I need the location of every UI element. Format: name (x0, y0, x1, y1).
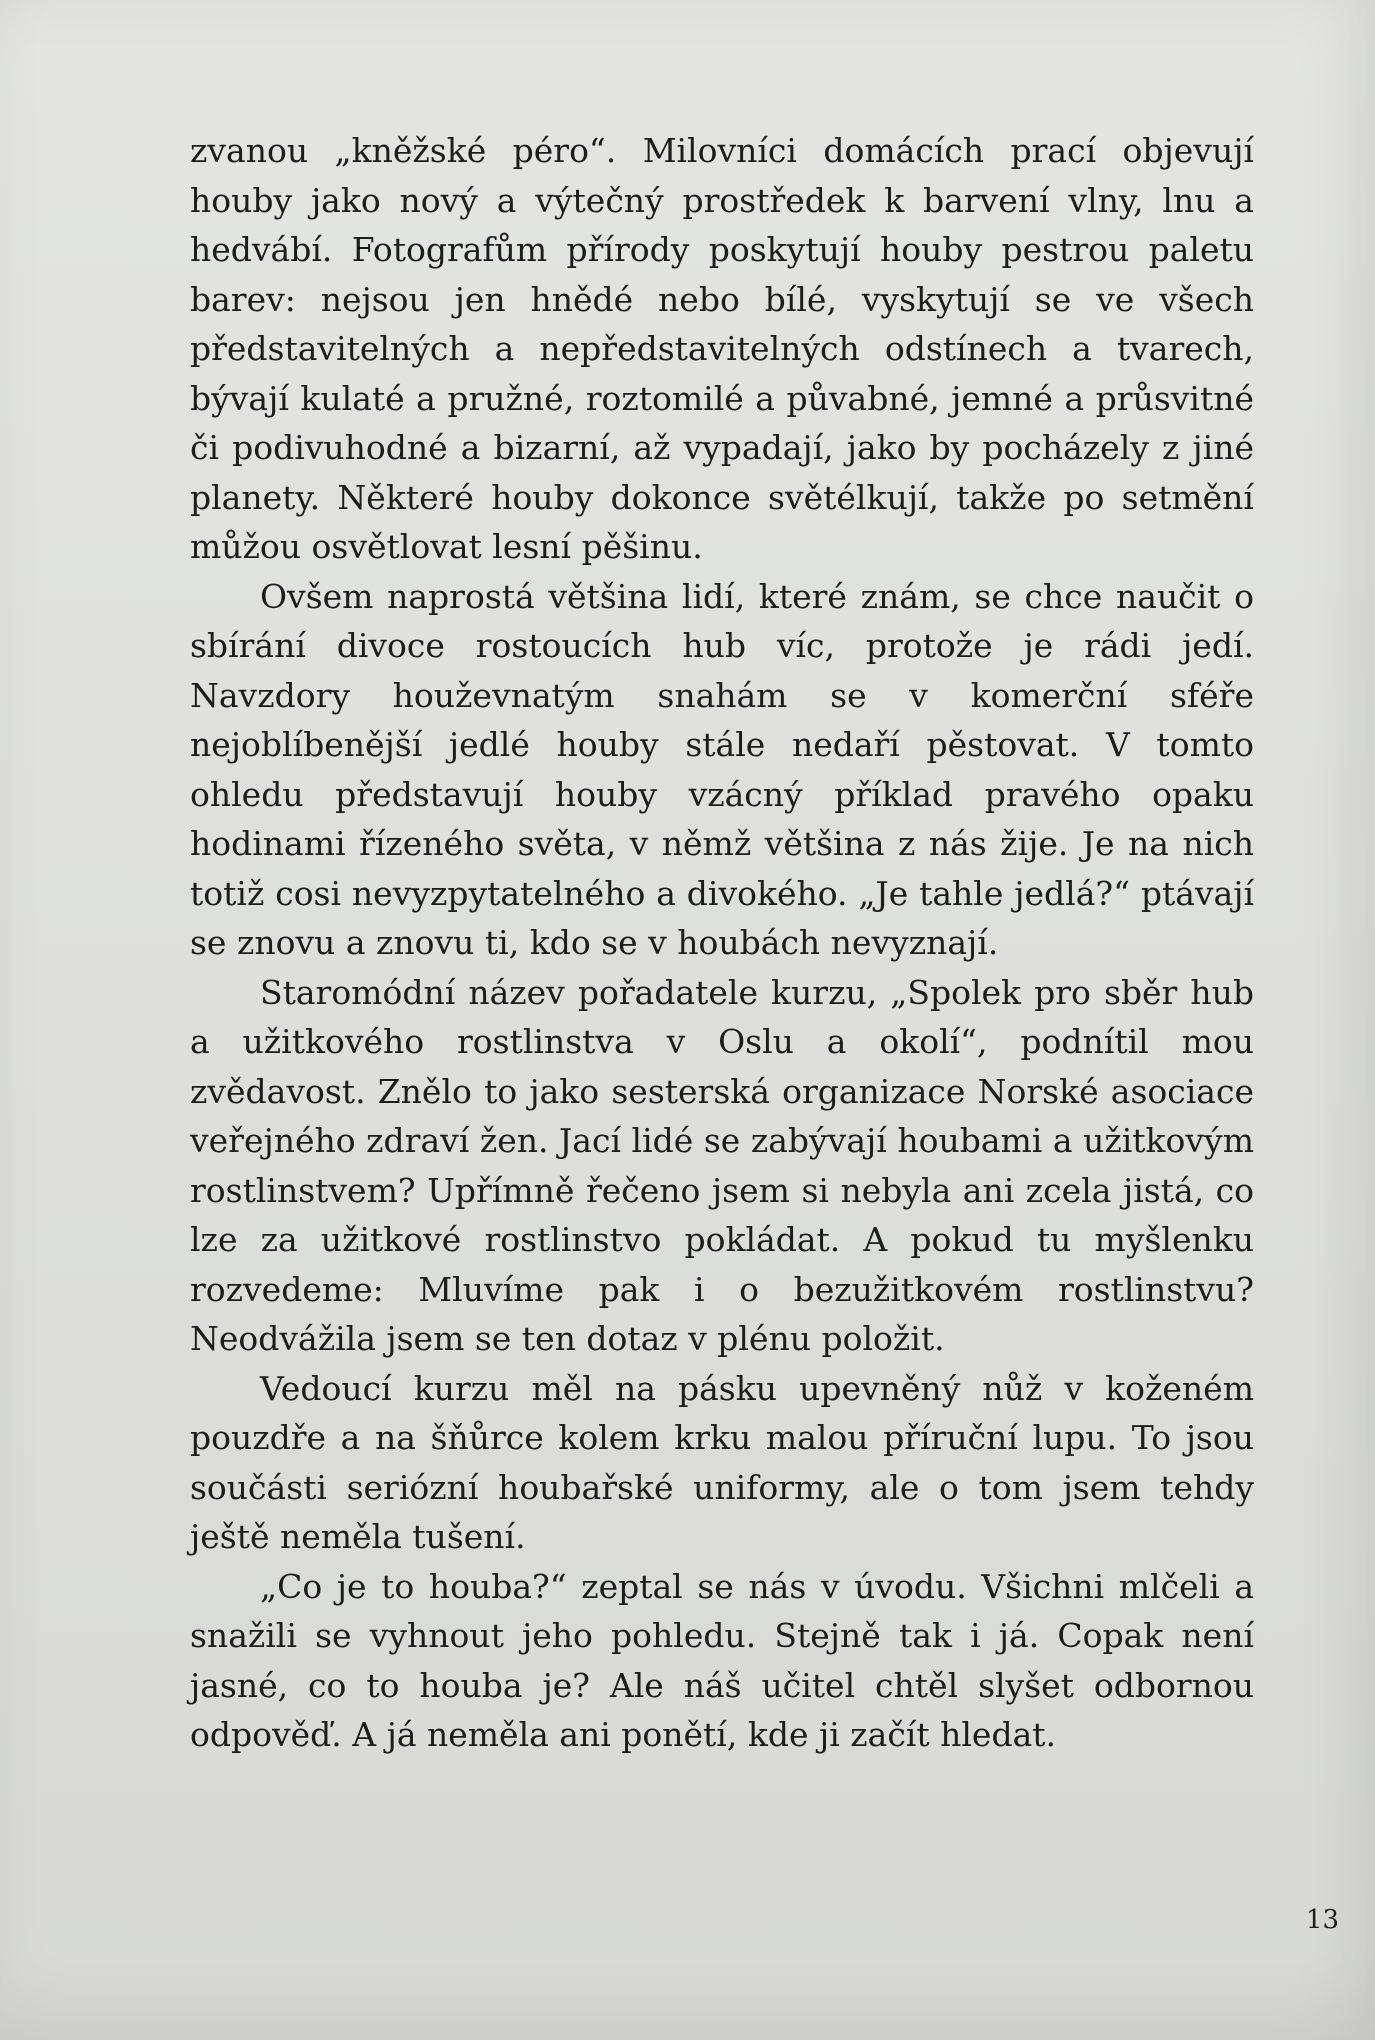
page-number: 13 (1305, 1905, 1339, 1935)
paragraph-5: „Co je to houba?“ zeptal se nás v úvodu. Všichni mlčeli a snažili se vyhnout jeho pohledu. Stejně tak i já. Copak není jasné, co to houba je? Ale náš učitel chtěl slyšet odbornou odpověď. A já neměla ani ponětí, kde ji začít hledat. (190, 1566, 1254, 1754)
paragraph-1: zvanou „kněžské péro“. Milovníci domácích prací objevují houby jako nový a výtečný prostředek k barvení vlny, lnu a hedvábí. Fotografům přírody poskytují houby pestrou paletu barev: nejsou jen hnědé nebo bílé, vyskytují se ve všech představitelných a nepředstavitelných odstínech a tvarech, bývají kulaté a pružné, roztomilé a půvabné, jemné a průsvitné či podivuhodné a bizarní, až vypadají, jako by pocházely z jiné planety. Některé houby dokonce světélkují, takže po setmění můžou osvětlovat lesní pěšinu. (190, 131, 1254, 566)
body-text (190, 126, 1254, 1760)
paragraph-2: Ovšem naprostá většina lidí, které znám, se chce naučit o sbírání divoce rostoucích hub víc, protože je rádi jedí. Navzdory houževnatým snahám se v komerční sféře nejoblíbenější jedlé houby stále nedaří pěstovat. V tomto ohledu představují houby vzácný příklad pravého opaku hodinami řízeného světa, v němž většina z nás žije. Je na nich totiž cosi nevyzpytatelného a divokého. „Je tahle jedlá?“ ptávají se znovu a znovu ti, kdo se v houbách nevyznají. (190, 576, 1254, 962)
paragraph-4: Vedoucí kurzu měl na pásku upevněný nůž v koženém pouzdře a na šňůrce kolem krku malou příruční lupu. To jsou součásti seriózní houbařské uniformy, ale o tom jsem tehdy ještě neměla tušení. (190, 1368, 1254, 1556)
paragraph-3: Staromódní název pořadatele kurzu, „Spolek pro sběr hub a užitkového rostlinstva v Oslu a okolí“, podnítil mou zvědavost. Znělo to jako sesterská organizace Norské asociace veřejného zdraví žen. Jací lidé se zabývají houbami a užitkovým rostlinstvem? Upřímně řečeno jsem si nebyla ani zcela jistá, co lze za užitkové rostlinstvo pokládat. A pokud tu myšlenku rozvedeme: Mluvíme pak i o bezužitkovém rostlinstvu? Neodvážila jsem se ten dotaz v plénu položit. (190, 972, 1254, 1358)
